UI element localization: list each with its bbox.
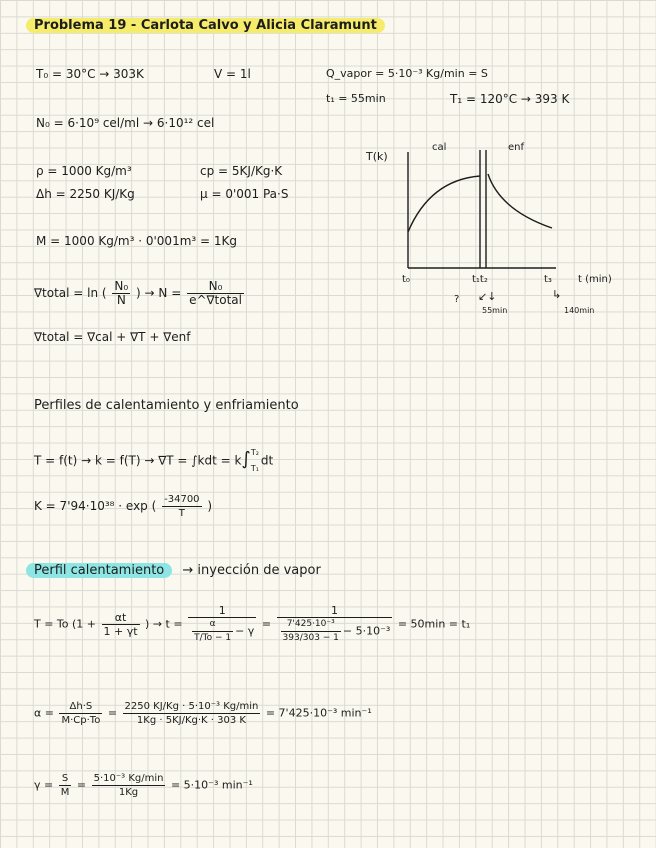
graph-t1t2-label: t₁t₂ [472,274,488,285]
data-Q: Q_vapor = 5·10⁻³ Kg/min = S [326,67,488,80]
data-V: V = 1l [214,67,251,81]
data-t1: t₁ = 55min [326,92,386,105]
alpha-equation: α = $\frac{\Delta h\cdot S}{M\cdot Cp\cdot To}$ = $\frac{\text{2250 KJ/Kg · 5·10⁻³ Kg/min}}{1Kg \cdot 5KJ/Kg\cdot K \cdot 303 K}$ = 7'425·10⁻³ min⁻¹ [34,701,372,726]
page-title: Problema 19 - Carlota Calvo y Alicia Claramunt [26,18,385,34]
fraction: $\frac{\alpha}{T/To - 1}$ [194,619,232,643]
graph-55min-label: 55min [482,306,508,315]
time-equation: T = To (1 + $\frac{\alpha t}{1 + \gamma t}$ ) → t = 1 $\frac{\alpha}{T/To - 1}$ − γ = 1 $\frac{\text{7'425·10⁻³}}{393/303 - 1}$ − 5·10⁻³ = 50min = t₁ [34,604,471,643]
k-equation: K = 7'94·10³⁸ · exp ( $\frac{-34700}{T}$ ) [34,494,213,519]
fraction: $\frac{\text{5·10⁻³ Kg/min}}{1Kg}$ [93,773,164,798]
fraction: $\frac{\text{2250 KJ/Kg · 5·10⁻³ Kg/min}}{1Kg \cdot 5KJ/Kg\cdot K \cdot 303 K}$ [124,701,259,726]
fraction: $\frac{\Delta h\cdot S}{M\cdot Cp\cdot To}$ [61,701,101,726]
data-N0: N₀ = 6·10⁹ cel/ml → 6·10¹² cel [36,116,215,130]
fraction: $\frac{\alpha t}{1 + \gamma t}$ [103,611,138,638]
nabla-total-equation: ∇total = ln ( $\frac{\text{N₀}}{N}$ ) → N = $\frac{\text{N₀}}{\text{e\textasciicircum{}∇total}}$ [34,279,242,307]
data-mu: μ = 0'001 Pa·S [200,187,289,201]
graph-question-mark: ? [454,294,460,305]
integral-sign: ∫ [241,448,251,470]
heating-curve [408,176,480,232]
fraction: $\frac{\text{7'425·10⁻³}}{393/303 - 1}$ [282,619,339,643]
fraction: $\frac{S}{M}$ [60,773,70,798]
graph-ylabel: T(k) [366,150,388,163]
cooling-curve [488,174,552,228]
graph-t0-label: t₀ [402,274,410,285]
perfil-calentamiento-heading: Perfil calentamiento → inyección de vapor [26,563,321,579]
perfiles-equation: T = f(t) → k = f(T) → ∇T = ∫kdt = k∫ T₂ T₁ dt [34,445,273,477]
data-cp: cp = 5KJ/Kg·K [200,164,283,178]
fraction: 1 $\frac{\alpha}{T/To - 1}$ − γ [188,604,256,645]
data-dh: Δh = 2250 KJ/Kg [36,187,135,201]
graph-xlabel: t (min) [578,274,612,285]
graph-arrows-icon: ↙↓ [478,290,497,303]
graph-hook-arrow-icon: ↳ [552,288,562,301]
data-T0: T₀ = 30°C → 303K [36,67,144,81]
graph-t3-label: t₃ [544,274,552,285]
graph-cal-label: cal [432,142,447,153]
perfiles-heading: Perfiles de calentamiento y enfriamiento [34,398,299,413]
data-rho: ρ = 1000 Kg/m³ [36,164,132,178]
graph-140min-label: 140min [564,306,595,315]
gamma-equation: γ = $\frac{S}{M}$ = $\frac{\text{5·10⁻³ Kg/min}}{1Kg}$ = 5·10⁻³ min⁻¹ [34,773,253,798]
fraction: $\frac{-34700}{T}$ [164,494,200,519]
graph-enf-label: enf [508,142,525,153]
integral-limits: T₂ T₁ [250,448,259,473]
fraction: $\frac{\text{N₀}}{\text{e\textasciicircum{}∇total}}$ [189,279,242,307]
fraction: 1 $\frac{\text{7'425·10⁻³}}{393/303 - 1}$ − 5·10⁻³ [277,604,393,645]
fraction: $\frac{\text{N₀}}{N}$ [114,279,129,307]
data-M: M = 1000 Kg/m³ · 0'001m³ = 1Kg [36,234,238,248]
data-T1: T₁ = 120°C → 393 K [450,92,570,106]
nabla-sum-equation: ∇total = ∇cal + ∇T + ∇enf [34,330,191,344]
